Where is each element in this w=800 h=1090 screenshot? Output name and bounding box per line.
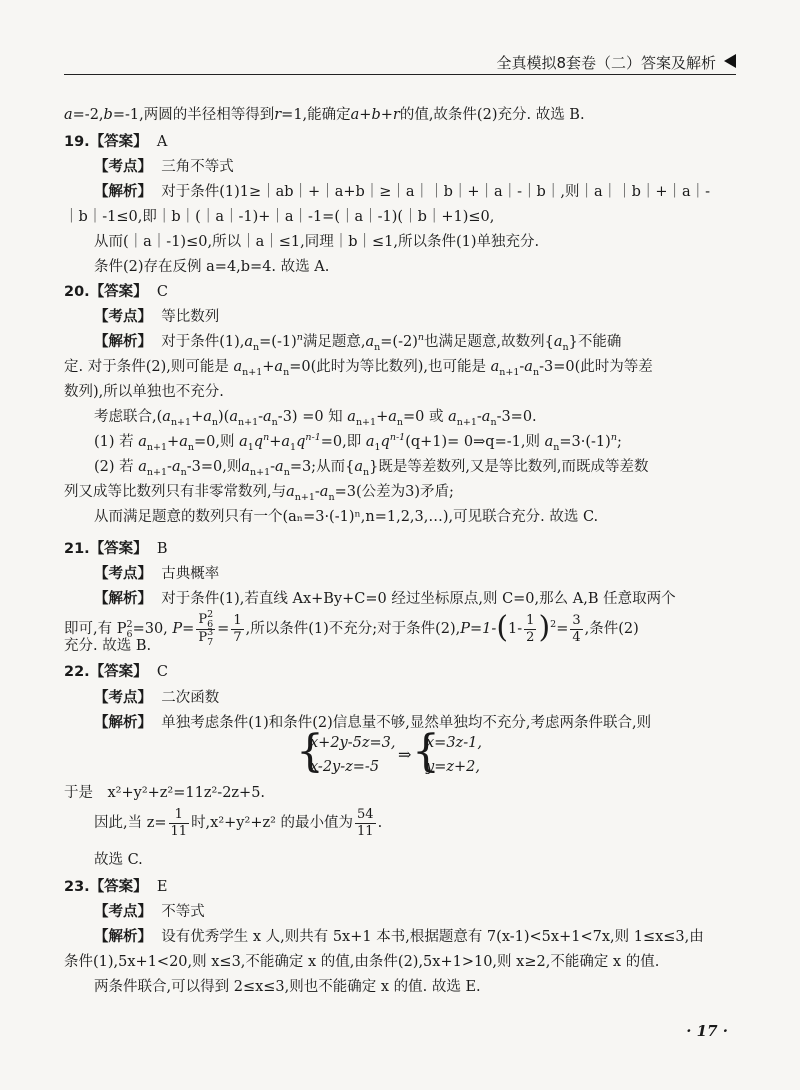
q20-analysis-5: (1) 若 $a_{n+1}+a_n=0$,则 $a_1q^n+a_1q^{n-1}=0$,即 $a_1q^{n-1}(q+1)=$ 0⇒q=-1,则 $a_n=3\cdot(-1)^n$; <box>94 432 622 453</box>
q20-answer: 20.【答案】 C <box>64 284 169 300</box>
left-brace: { <box>296 726 324 777</box>
q23-analysis-2: 条件(1),5x+1<20,则 x≤3,不能确定 x 的值,由条件(2),5x+1>10,则 x≥2,不能确定 x 的值. <box>64 954 660 970</box>
system-eq-1: x+2y-5z=3, <box>310 735 396 751</box>
q23-point: 【考点】 不等式 <box>94 904 205 920</box>
q23-answer: 23.【答案】 E <box>64 879 168 895</box>
q22-answer: 22.【答案】 C <box>64 664 169 680</box>
q23-analysis-1: 【解析】 设有优秀学生 x 人,则共有 5x+1 本书,根据题意有 7(x-1)<5x+1<7x,则 1≤x≤3,由 <box>94 929 704 945</box>
q22-analysis-3: 因此,当 z= $\frac{1}{11}$ 时,x²+y²+z² 的最小值为 $\frac{54}{11}$ . <box>94 806 383 839</box>
q21-point: 【考点】 古典概率 <box>94 566 220 582</box>
right-brace: { <box>412 726 440 777</box>
implies-arrow: ⇒ <box>398 745 412 764</box>
q21-analysis-1: 【解析】 对于条件(1),若直线 Ax+By+C=0 经过坐标原点,则 C=0,那么 A,B 任意取两个 <box>94 591 676 607</box>
q21-analysis-3: 充分. 故选 B. <box>64 638 152 654</box>
q18-tail-line: a=-2,b=-1,两圆的半径相等得到r=1,能确定a+b+r的值,故条件(2)充分. 故选 B. <box>64 107 585 123</box>
q20-analysis-3: 数列),所以单独也不充分. <box>64 384 224 400</box>
q22-analysis-4: 故选 C. <box>94 852 143 868</box>
q20-analysis-4: 考虑联合$,(a_{n+1}+a_n)(a_{n+1}-a_n-3) =0$ 知 $a_{n+1}+a_n=0$ 或 $a_{n+1}-a_n-3=0$. <box>94 409 537 428</box>
system-result-1: x=3z-1, <box>426 735 482 751</box>
q20-analysis-6: (2) 若 $a_{n+1}-a_n-3=0$,则$a_{n+1}-a_n=3$;从而$\{a_n\}$既是等差数列,又是等比数列,而既成等差数 <box>94 459 649 478</box>
q22-point: 【考点】 二次函数 <box>94 690 220 706</box>
q19-analysis-4: 条件(2)存在反例 a=4,b=4. 故选 A. <box>94 259 330 275</box>
q23-analysis-3: 两条件联合,可以得到 2≤x≤3,则也不能确定 x 的值. 故选 E. <box>94 979 481 995</box>
running-header <box>64 52 736 75</box>
q20-point: 【考点】 等比数列 <box>94 309 220 325</box>
q19-analysis-1: 【解析】 对于条件(1)1≥｜ab｜+｜a+b｜≥｜a｜｜b｜+｜a｜-｜b｜,则｜a｜｜b｜+｜a｜- <box>94 184 711 200</box>
q20-analysis-7: 列又成等比数列只有非零常数列,与$a_{n+1}-a_n=3$(公差为3)矛盾; <box>64 484 454 503</box>
triangle-marker-icon <box>724 54 736 68</box>
q19-analysis-3: 从而(｜a｜-1)≤0,所以｜a｜≤1,同理｜b｜≤1,所以条件(1)单独充分. <box>94 234 540 250</box>
header-title: 全真模拟8套卷（二）答案及解析 <box>496 54 716 72</box>
q22-analysis-1: 【解析】 单独考虑条件(1)和条件(2)信息量不够,显然单独均不充分,考虑两条件联合,则 <box>94 715 652 731</box>
q19-answer: 19.【答案】 A <box>64 134 168 150</box>
q21-analysis-2: 即可,有 $P^2_6=30$, P= $\frac{P^2_6}{P^3_7}$ = $\frac{1}{7}$ ,所以条件(1)不充分;对于条件(2),P=1-(1- $\frac{1}{2}$ )$^2$= $\frac{3}{4}$ ,条件(2) <box>64 608 639 648</box>
q20-analysis-8: 从而满足题意的数列只有一个(aₙ=3·(-1)ⁿ,n=1,2,3,…),可见联合充分. 故选 C. <box>94 509 599 525</box>
page-number: · 17 · <box>686 1022 728 1040</box>
q22-analysis-2: 于是 x²+y²+z²=11z²-2z+5. <box>64 785 266 801</box>
q20-analysis-2: 定. 对于条件(2),则可能是 $a_{n+1}+a_n=0$(此时为等比数列),也可能是 $a_{n+1}-a_n-3=0$(此时为等差 <box>64 359 653 378</box>
q20-analysis-1: 【解析】 对于条件$(1),a_n=(-1)^n$满足题意$,a_n=(-2)^n$也满足题意,故数列$\{a_n\}$不能确 <box>94 332 622 353</box>
q19-point: 【考点】 三角不等式 <box>94 159 234 175</box>
system-result-2: y=z+2, <box>426 759 480 775</box>
system-eq-2: x-2y-z=-5 <box>310 759 380 775</box>
q19-analysis-2: ｜b｜-1≤0,即｜b｜(｜a｜-1)+｜a｜-1=(｜a｜-1)(｜b｜+1)≤0, <box>64 209 495 225</box>
q21-answer: 21.【答案】 B <box>64 541 168 557</box>
